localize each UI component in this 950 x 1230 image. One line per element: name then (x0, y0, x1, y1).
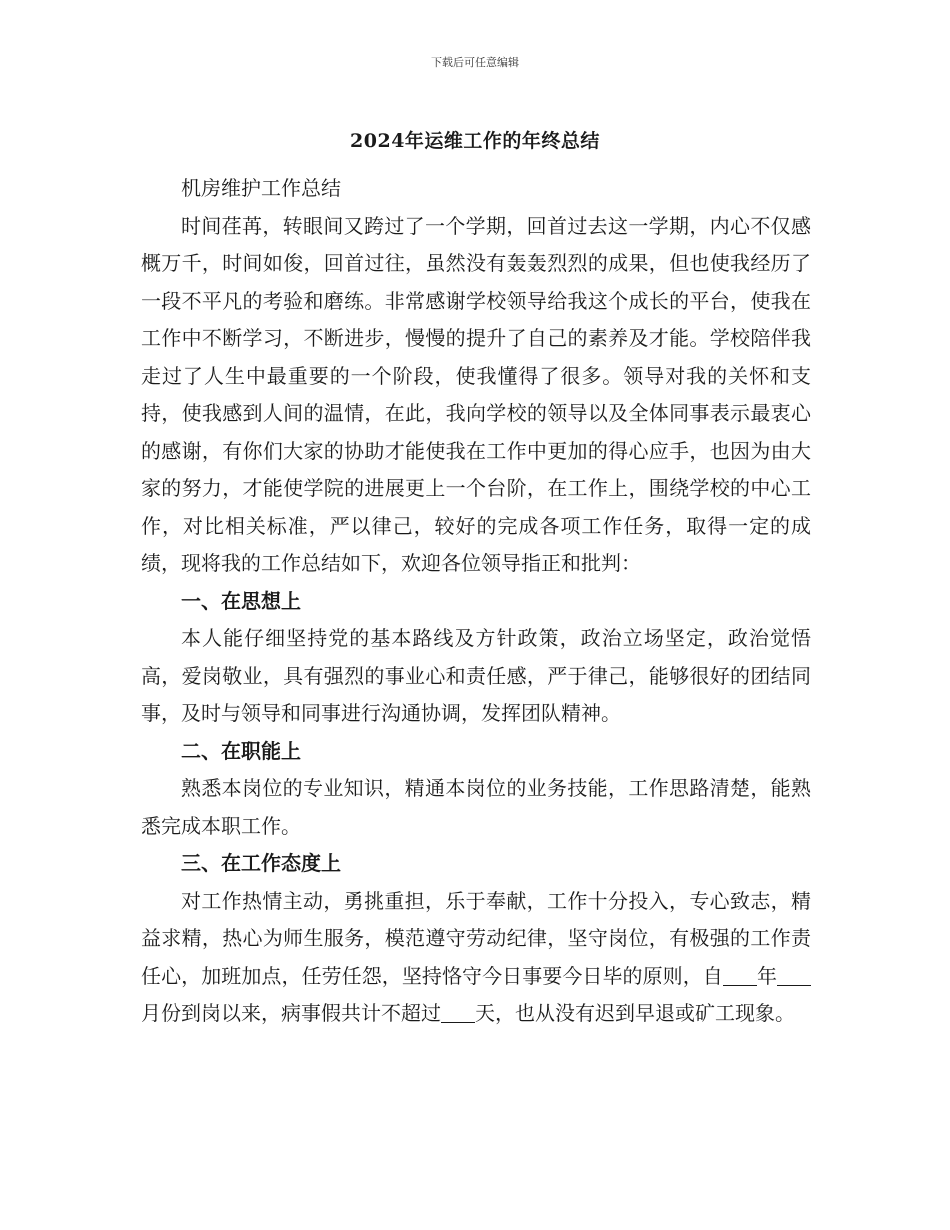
section-text-3-part2: 年 (756, 963, 778, 988)
section-text-3 (141, 883, 811, 1033)
section-heading-1: 一、在思想上 (181, 588, 301, 613)
header-note: 下载后可任意编辑 (431, 56, 519, 69)
section-heading-2: 二、在职能上 (181, 738, 301, 763)
fill-blank-days (441, 1002, 475, 1023)
section-text-1: 本人能仔细坚持党的基本路线及方针政策，政治立场坚定，政治觉悟高，爱岗敬业，具有强烈的事业心和责任感，严于律己，能够很好的团结同事，及时与领导和同事进行沟通协调，发挥团队精神。 (141, 626, 811, 725)
subtitle: 机房维护工作总结 (181, 176, 341, 200)
section-heading-3: 三、在工作态度上 (181, 851, 341, 875)
intro-paragraph: 时间荏苒，转眼间又跨过了一个学期，回首过去这一学期，内心不仅感概万千，时间如俊，回首过往，虽然没有轰轰烈烈的成果，但也使我经历了一段不平凡的考验和磨练。非常感谢学校领导给我这个成长的平台，使我在工作中不断学习，不断进步，慢慢的提升了自己的素养及才能。学校陪伴我走过了人生中最重要的一个阶段，使我懂得了很多。领导对我的关怀和支持，使我感到人间的温情，在此，我向学校的领导以及全体同事表示最衷心的感谢，有你们大家的协助才能使我在工作中更加的得心应手，也因为由大家的努力，才能使学院的进展更上一个台阶，在工作上，围绕学校的中心工作，对比相关标准，严以律己，较好的完成各项工作任务，取得一定的成绩，现将我的工作总结如下，欢迎各位领导指正和批判： (141, 213, 811, 575)
section-text-3-part1: 对工作热情主动，勇挑重担，乐于奉献，工作十分投入，专心致志，精益求精，热心为师生服务，模范遵守劳动纪律，坚守岗位，有极强的工作责任心，加班加点，任劳任怨，坚持恪守今日事要今日毕的原则，自 (141, 888, 811, 988)
document-title: 2024年运维工作的年终总结 (350, 130, 600, 152)
section-text-3-part4: 天，也从没有迟到早退或矿工现象。 (475, 1001, 795, 1025)
fill-blank-year (723, 965, 757, 986)
document-body (141, 170, 811, 1033)
section-text-2: 熟悉本岗位的专业知识，精通本岗位的业务技能，工作思路清楚，能熟悉完成本职工作。 (141, 776, 811, 838)
section-text-3-part3: 月份到岗以来，病事假共计不超过 (141, 1001, 441, 1025)
fill-blank-month (777, 965, 811, 986)
